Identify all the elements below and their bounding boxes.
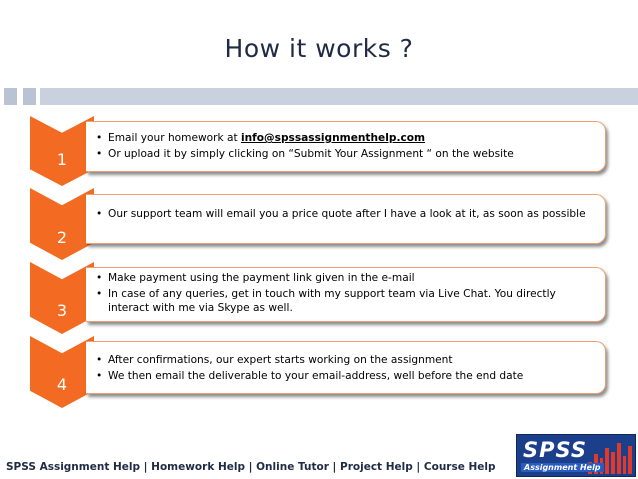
step-3-bullet-1: • Make payment using the payment link given in the e-mail (96, 271, 597, 285)
step-3-bullet-2: • In case of any queries, get in touch with my support team via Live Chat. You directly interact with me via Skype as well. (96, 287, 597, 315)
step-4-number: 4 (56, 375, 68, 394)
step-4-card (86, 341, 606, 394)
step-3-chevron (30, 262, 94, 334)
step-1-bullet-1 (96, 131, 597, 145)
step-4-chevron (30, 336, 94, 408)
header-rule-square-1 (4, 88, 17, 105)
logo-title: SPSS (523, 438, 588, 462)
email-link[interactable]: info@spssassignmenthelp.com (241, 132, 426, 144)
step-1-bullet-1-text: Email your homework at (108, 132, 241, 144)
step-1-bullet-2: • Or upload it by simply clicking on “Submit Your Assignment “ on the website (96, 147, 597, 161)
slide-title: How it works ? (224, 34, 414, 63)
logo-subtitle: Assignment Help (521, 463, 604, 472)
step-4-bullet-1: • After confirmations, our expert starts working on the assignment (96, 353, 597, 367)
step-4-bullet-2: • We then email the deliverable to your email-address, well before the end date (96, 369, 597, 383)
header-rule-bar (40, 88, 638, 105)
step-2-number: 2 (56, 228, 68, 247)
spss-logo (516, 434, 636, 477)
header-rule-square-2 (23, 88, 36, 105)
step-1-number: 1 (56, 150, 68, 169)
step-2-card (86, 194, 606, 244)
footer-links: SPSS Assignment Help | Homework Help | Online Tutor | Project Help | Course Help (6, 461, 496, 473)
step-2-chevron (30, 188, 94, 260)
step-3-card (86, 267, 606, 322)
step-2-bullet-1: • Our support team will email you a price quote after I have a look at it, as soon as possible (96, 207, 597, 221)
step-1-card (86, 121, 606, 172)
step-3-number: 3 (56, 301, 68, 320)
